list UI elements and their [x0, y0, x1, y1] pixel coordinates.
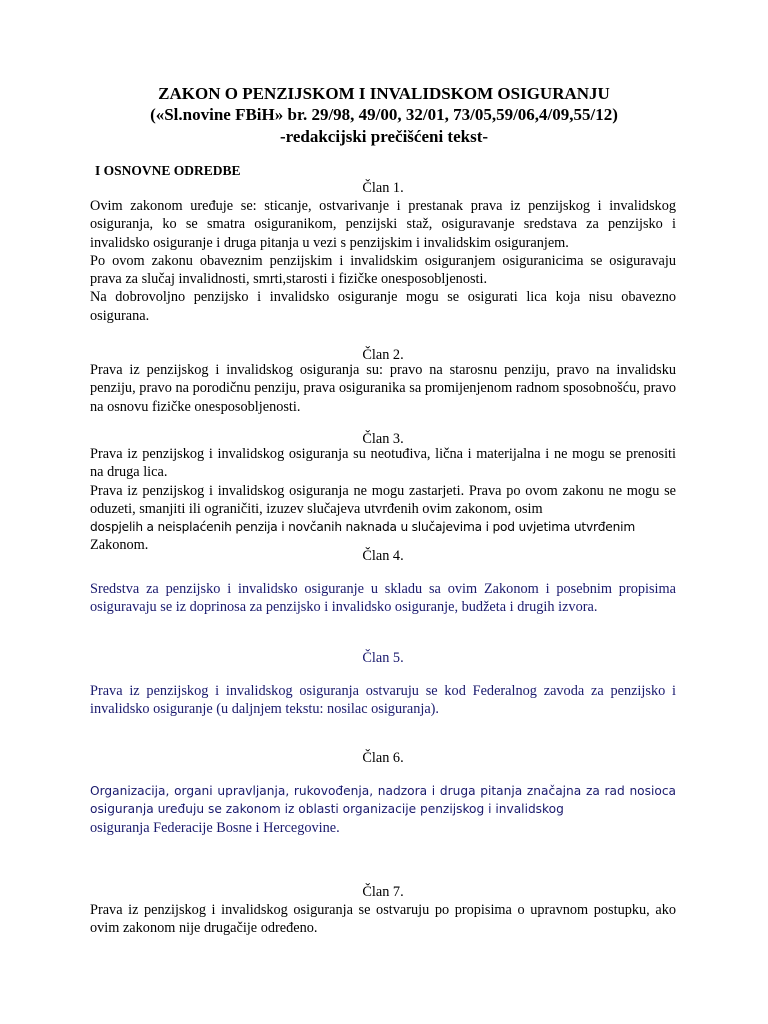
article-7-paragraph: Prava iz penzijskog i invalidskog osiguranja se ostvaruju po propisima o upravnom postupku, ako ovim zakonom nije drugačije određeno.: [90, 902, 676, 937]
article-6-paragraph: Organizacija, organi upravljanja, rukovođenja, nadzora i druga pitanja značajna za rad nosioca osiguranja uređuju se zakonom iz oblasti organizacije penzijskog i invalidskog: [90, 784, 676, 817]
article-1-paragraph: Po ovom zakonu obaveznim penzijskim i invalidskim osiguranjem osiguranicima se osiguravaju prava za slučaj invalidnosti, smrti,starosti i fizičke onesposobljenosti.: [90, 252, 676, 288]
article-4-body: [90, 580, 676, 617]
article-3-heading: Član 3.: [362, 431, 404, 447]
article-6-paragraph: osiguranja Federacije Bosne i Hercegovine.: [90, 819, 340, 836]
article-7-heading: Član 7.: [362, 884, 404, 900]
article-3-paragraph: Prava iz penzijskog i invalidskog osiguranja ne mogu zastarjeti. Prava po ovom zakonu ne mogu se oduzeti, smanjiti ili ograničiti, izuzev slučajeva utvrđenih ovim zakonom, osim: [90, 482, 676, 517]
article-6-body: [90, 782, 676, 837]
section-heading: I OSNOVNE ODREDBE: [95, 163, 241, 178]
article-3-body: [90, 445, 676, 555]
law-title: ZAKON O PENZIJSKOM I INVALIDSKOM OSIGURANJU: [158, 84, 610, 103]
article-3-paragraph: Zakonom.: [90, 537, 149, 554]
article-1-paragraph: Ovim zakonom uređuje se: sticanje, ostvarivanje i prestanak prava iz penzijskog i invalidskog osiguranja, ko se smatra osiguranikom, penzijski staž, osiguravanje sredstava za penzijsko i invalidsko osiguranje i druga pitanja u vezi s penzijskim i invalidskim osiguranjem.: [90, 198, 676, 251]
article-6-heading: Član 6.: [362, 750, 404, 766]
article-2-heading: Član 2.: [362, 347, 404, 363]
article-4-paragraph: Sredstva za penzijsko i invalidsko osiguranje u skladu sa ovim Zakonom i posebnim propisima osiguravaju se iz doprinosa za penzijsko i invalidsko osiguranje, budžeta i drugih izvora.: [90, 581, 676, 616]
article-1-paragraph: Na dobrovoljno penzijsko i invalidsko osiguranje mogu se osigurati lica koja nisu obavezno osigurana.: [90, 289, 676, 324]
article-5-heading: Član 5.: [362, 650, 404, 666]
document-subtitle: -redakcijski prečišćeni tekst-: [279, 127, 489, 146]
article-7-body: [90, 901, 676, 938]
article-2-paragraph: Prava iz penzijskog i invalidskog osiguranja su: pravo na starosnu penziju, pravo na invalidsku penziju, pravo na porodičnu penziju, prava osiguranika sa promijenjenom radnom sposobnošću, pravo na osnovu fizičke onesposobljenosti.: [90, 362, 676, 415]
article-1-body: [90, 197, 676, 325]
article-3-paragraph: Prava iz penzijskog i invalidskog osiguranja su neotuđiva, lična i materijalna i ne mogu se prenositi na druga lica.: [90, 446, 676, 481]
article-1-heading: Član 1.: [362, 180, 404, 196]
gazette-reference: («Sl.novine FBiH» br. 29/98, 49/00, 32/01, 73/05,59/06,4/09,55/12): [150, 105, 618, 124]
article-3-paragraph: dospjelih a neisplaćenih penzija i novčanih naknada u slučajevima i pod uvjetima utvrđenim: [90, 520, 635, 535]
article-4-heading: Član 4.: [362, 548, 404, 564]
article-5-paragraph: Prava iz penzijskog i invalidskog osiguranja ostvaruju se kod Federalnog zavoda za penzijsko i invalidsko osiguranje (u daljnjem tekstu: nosilac osiguranja).: [90, 683, 676, 718]
article-5-body: [90, 682, 676, 719]
article-2-body: [90, 361, 676, 416]
